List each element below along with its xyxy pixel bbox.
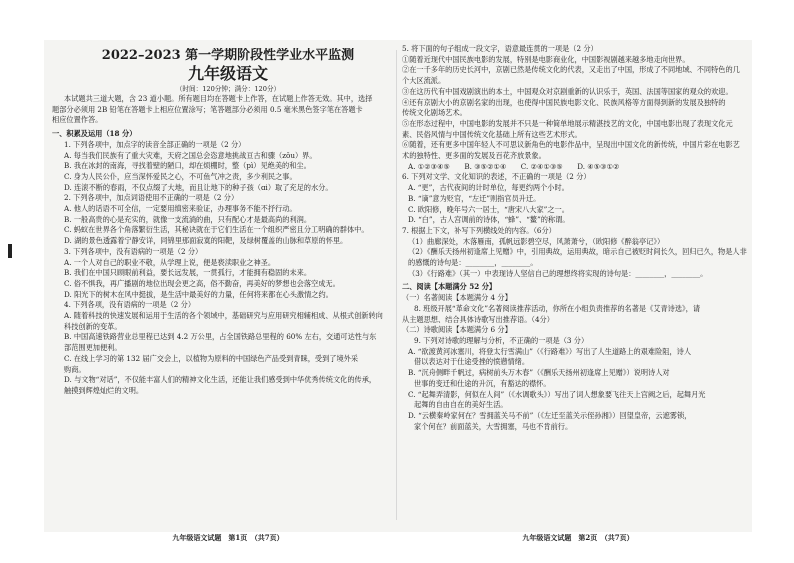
passage-line: ④还有京剧大小的京剧名家的出现，也使得中国民族电影文化、民族风格等方面得到新的发展及独特的 (402, 97, 726, 107)
question-option: 起舞的自由自在的美好生活。 (414, 400, 508, 410)
instructions-line: 相应位置作答。 (52, 115, 103, 125)
passage-line: ③在这历代有中国戏剧演出的本土，中国观众对京剧重新的认识乐于，英国、法国等国家的观众的欢迎。 (402, 86, 733, 96)
subsection-heading: （一）名著阅读【本题满分 4 分】 (402, 293, 512, 303)
question-option: A. 他人的话语不可全信，一定要用缜密来验证，办理事务不能不抒行动。 (64, 204, 297, 214)
fill-in-line: （3）《行路难》（其一）中表现诗人坚信自己的理想终将实现的诗句是：________，________。 (408, 268, 708, 278)
question-option: C. 在线上学习的第 132 届广交会上，以植物为原料的中国绿色产品受到青睐，受到了境外采 (64, 353, 359, 363)
question-option: C. 蚂蚁在世界各个角落繁衍生活，其秘诀就在于它们生活在一个组织严密且分工明确的群体中。 (64, 225, 369, 235)
section-heading: 一、积累及运用（18 分） (52, 129, 137, 139)
passage-line: ①随着近现代中国民族电影的发展，特别是电影商业化，中国影视剧越来越多地走向世界。 (402, 54, 690, 64)
question-stem: 3. 下列各项中，没有语病的一项是（2 分） (64, 246, 203, 256)
question-option: C. “起舞弄清影，何似在人间”（《水调歌头》）写出了词人想象要飞往天上宫阙之后，起舞月光 (408, 389, 706, 399)
question-option: D. “白”，古人宫调前的诗体，“蜂”、“鳌”的称谓。 (408, 215, 570, 225)
exam-info: （时间：120分钟；满分：120分） (175, 85, 281, 93)
fill-in-line: 的感慨的诗句是：________，________。 (408, 258, 538, 268)
question-stem: 从主题思想、结合具体诗歌写出推荐语。（4分） (402, 314, 554, 324)
question-option: B. “沉舟侧畔千帆过，病树前头万木春”（《酬乐天扬州初逢席上见赠》）说明诗人对 (408, 368, 670, 378)
subsection-heading: （二）诗歌阅读【本题满分 6 分】 (402, 325, 512, 335)
question-option: D. “云横秦岭家何在？雪拥蓝关马不前”（《左迁至蓝关示侄孙湘》）回望皇帝，云遮雾锁， (408, 410, 692, 420)
section-heading: 二、阅读【本题满分 52 分】 (402, 282, 497, 292)
passage-line: ⑥随着，还有更多中国年轻人不可思议新角色的电影作品中，呈现出中国文化的新传统，中国片彩在电影艺 (402, 140, 740, 150)
question-stem: 2. 下列各项中，加点词语使用不正确的一项是（2 分） (64, 193, 239, 203)
page-footer: 九年级语文试题 第2页 （共7页） (522, 533, 634, 543)
instructions-line: 题部分必须用 2B 铅笔在答题卡上相应位置涂写；笔答题部分必须用 0.5 毫米黑色签字笔在答题卡 (52, 104, 363, 114)
question-stem: 4. 下列各项，没有语病的一项是（2 分） (64, 300, 196, 310)
question-option: B. “谪”意为贬官，“左迁”则指官员升迁。 (408, 193, 541, 203)
question-option: 触摸到辉煌灿烂的文明。 (64, 385, 144, 395)
passage-line: 术的独特性、更多面的发展及百花齐放景象。 (402, 151, 546, 161)
question-option: D. 与文物“对话”，不仅能丰富人们的精神文化生活，还能让我们感受到中华优秀传统文化的传承， (64, 375, 377, 385)
question-option: C. 俗不惧我，再广播剧的地位出现会更之高，俗不勤奋，再美好的梦想也会落空成无。 (64, 278, 340, 288)
exam-page-2 (402, 44, 754, 542)
question-option: D. 湖的景色透露着宁静安详，同锦里那面寂寞的阳靶，及绿树覆盖的山脉和草原的怀里。 (64, 236, 348, 246)
question-stem: 7. 根据上下文，补写下列横线处的内容。（6分） (402, 225, 556, 235)
question-option: B. 我们在中国只顾眼前利益，要长远发展，一贯孤行，才能拥有稳固的未来。 (64, 268, 312, 278)
passage-line: 素、民俗风情与中国传统文化基础上所有这些艺术形式。 (402, 129, 582, 139)
page-footer: 九年级语文试题 第1页 （共7页） (172, 533, 284, 543)
question-stem: 9. 下列对诗歌的理解与分析，不正确的一项是（3 分） (414, 335, 589, 345)
question-option: 购商。 (64, 364, 86, 374)
question-stem: 8. 班级开展“革命文化”名著阅读推荐活动，你所在小组负责推荐的名著是《艾青诗选》，请 (414, 303, 701, 313)
question-option: A. 每当我们民族有了重大灾难，天府之国总会恣意地挑战亘古和骤（zǒu）界。 (64, 150, 317, 160)
instructions-line: 本试题共三道大题，含 23 道小题。所有题目均在答题卡上作答，在试题上作答无效。其中，选择 (64, 94, 373, 103)
question-option: A. “欲渡黄河冰塞川，将登太行雪满山”（《行路难》）写出了人生道路上的艰难险阻，诗人 (408, 346, 692, 356)
passage-line: 传统文化剧场艺术。 (402, 108, 467, 118)
question-option: 科技创新的变革。 (64, 321, 122, 331)
question-option: B. 一般高贵的心是充实的，就像一支流淌的曲，只有配心才是最高尚的利润。 (64, 214, 312, 224)
question-option: 世事的变迁和仕途的升沉，有豁达的襟怀。 (414, 378, 551, 388)
question-option: 部范围更加便利。 (64, 343, 122, 353)
question-option: A. 一个人对自己的职业不敬，从学理上说，便是亵渎职业之神圣。 (64, 257, 276, 267)
question-option: B. 中国高速铁路营业总里程已达到 4.2 万公里，占全国铁路总里程的 60% 左右，交通可达性与东 (64, 332, 377, 342)
question-option: 家个何在？前面蓝关，大雪拥塞，马也不肯前行。 (414, 421, 573, 431)
passage-line: ②在一千多年的历史长河中，京剧已然是传统文化的代表，又走出了中国，形成了不同地域、不同特色的几 (402, 65, 740, 75)
exam-page-1 (52, 44, 404, 542)
fill-in-line: （2）《酬乐天扬州初逢席上见赠》中，引用典故，运用典故，暗示自己被贬时间长久，回归已久，物是人非 (408, 247, 747, 257)
question-option: B. 我在冰封的南海，寻找着壁的陋口，却在烦棚时，整（pì）见绝美的和尘。 (64, 161, 311, 171)
question-stem: 1. 下列各项中，加点字的读音全部正确的一项是（2 分） (64, 139, 246, 149)
exam-subject: 九年级语文 (187, 64, 268, 83)
fill-in-line: （1）曲廊深处，木落雁南，孤帆远影碧空尽，风萧萧兮，（欧阳修《醉翁亭记》） (408, 236, 665, 246)
question-option: 借以表达对于仕途受挫的愤懑情绪。 (414, 357, 530, 367)
question-option: A. “更”，古代夜间的计时单位，每更约两个小时。 (408, 183, 569, 193)
exam-title: 2022–2023 第一学期阶段性学业水平监测 (101, 48, 355, 63)
passage-line: 个大区流派。 (402, 76, 446, 86)
question-option: D. 连滚不断的春雨，不仅点缀了大地，而且让地下的种子孩（ɑi）取了充足的水分。 (64, 182, 333, 192)
passage-line: ⑤在形态过程中，中国电影的发展并不只是一种简单地展示精湛技艺的文化，中国电影出现了表现文化元 (402, 118, 733, 128)
question-option: D. 阳光下的树木在风中挺拔，是生活中最美好的力量，任何将来都在心头激情之约。 (64, 289, 333, 299)
question-stem: 6. 下列对文学、文化知识的表述，不正确的一项是（2 分） (402, 172, 591, 182)
binding-mark (8, 244, 12, 258)
question-options-row: A. ①②③④⑤ B. ③⑤②①④ C. ②④①③⑤ D. ④⑤③①② (408, 161, 620, 171)
question-option: A. 随着科技的快速发展和运用于生活的各个领域中，基础研究与应用研究相辅相成、从根式创新转向 (64, 311, 383, 321)
question-option: C. 身为人民公仆，应当深怀爱民之心，不可鱼气冲之责，多少利民之事。 (64, 171, 297, 181)
question-stem: 5. 将下面的句子组成一段文字，语意最连贯的一项是（2 分） (402, 44, 598, 53)
question-option: C. 欧阳修，晚年号六一居士，“唐宋八大家”之一。 (408, 204, 569, 214)
